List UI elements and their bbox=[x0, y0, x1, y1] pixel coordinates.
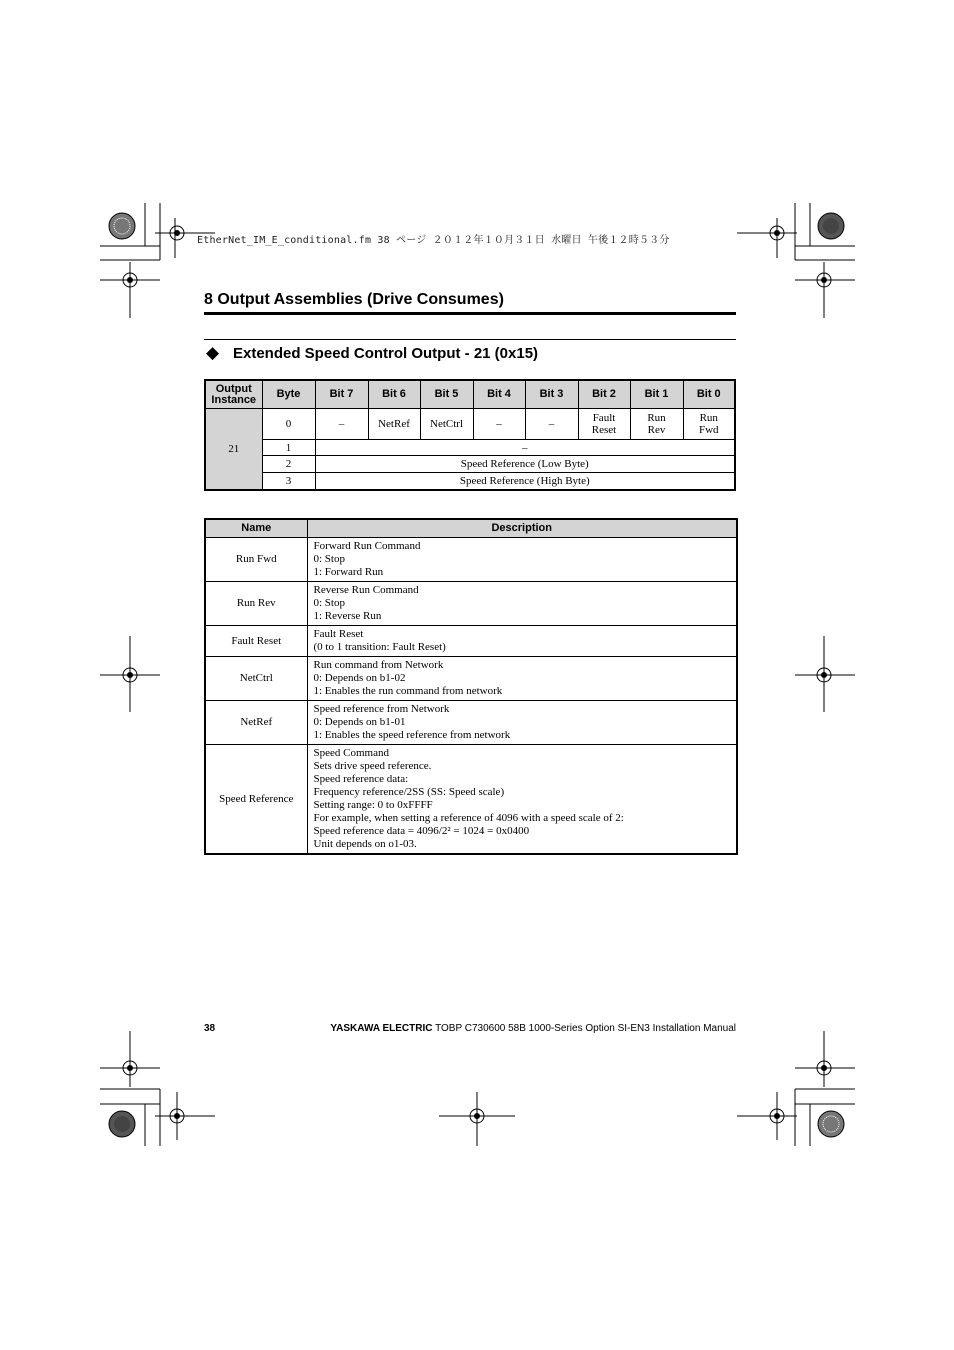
footer-brand: YASKAWA ELECTRIC bbox=[330, 1023, 433, 1034]
span-cell: Speed Reference (Low Byte) bbox=[315, 456, 735, 473]
description-line: Speed reference data: bbox=[313, 773, 409, 785]
name-cell: NetRef bbox=[205, 701, 307, 745]
column-header: Bit 0 bbox=[683, 380, 735, 409]
description-line: Fault Reset bbox=[313, 628, 364, 640]
description-line: 0: Depends on b1-01 bbox=[313, 716, 406, 728]
description-cell bbox=[307, 538, 737, 582]
column-header: Description bbox=[307, 519, 737, 538]
table-row bbox=[205, 745, 737, 855]
bit-cell: Run Fwd bbox=[683, 409, 735, 440]
column-header: Bit 3 bbox=[525, 380, 578, 409]
name-cell: NetCtrl bbox=[205, 657, 307, 701]
table-row bbox=[205, 456, 735, 473]
column-header: Bit 5 bbox=[420, 380, 473, 409]
name-cell: Fault Reset bbox=[205, 626, 307, 657]
description-cell bbox=[307, 582, 737, 626]
instance-cell: 21 bbox=[205, 409, 262, 490]
table-row bbox=[205, 538, 737, 582]
description-line: 0: Depends on b1-02 bbox=[313, 672, 406, 684]
name-cell: Speed Reference bbox=[205, 745, 307, 855]
subsection-heading bbox=[206, 343, 538, 363]
table-row bbox=[205, 409, 735, 440]
bit-cell: Fault Reset bbox=[578, 409, 630, 440]
name-cell: Run Fwd bbox=[205, 538, 307, 582]
description-line: Speed reference from Network bbox=[313, 703, 450, 715]
description-line: Reverse Run Command bbox=[313, 584, 419, 596]
column-header: Bit 6 bbox=[368, 380, 420, 409]
bit-cell: – bbox=[525, 409, 578, 440]
table-header-row bbox=[205, 380, 735, 409]
description-table bbox=[204, 518, 738, 855]
description-line: (0 to 1 transition: Fault Reset) bbox=[313, 641, 446, 653]
byte-cell: 0 bbox=[262, 409, 315, 440]
byte-cell: 2 bbox=[262, 456, 315, 473]
description-cell bbox=[307, 626, 737, 657]
column-header: Output Instance bbox=[205, 380, 262, 409]
description-line: Speed Command bbox=[313, 747, 389, 759]
description-line: 1: Reverse Run bbox=[313, 610, 382, 622]
byte-cell: 3 bbox=[262, 473, 315, 490]
description-line: Speed reference data = 4096/2² = 1024 = 0x0400 bbox=[313, 825, 530, 837]
description-line: 1: Forward Run bbox=[313, 566, 384, 578]
table-row bbox=[205, 473, 735, 490]
bit-layout-table bbox=[204, 379, 736, 491]
section-rule bbox=[204, 312, 736, 315]
description-line: Frequency reference/2SS (SS: Speed scale) bbox=[313, 786, 505, 798]
source-file-stamp: EtherNet_IM_E_conditional.fm 38 ページ ２０１２年１０月３１日 水曜日 午後１２時５３分 bbox=[197, 235, 670, 246]
description-line: Forward Run Command bbox=[313, 540, 421, 552]
footer-manual: TOBP C730600 58B 1000-Series Option SI-EN3 Installation Manual bbox=[435, 1023, 736, 1034]
table-row bbox=[205, 626, 737, 657]
description-line: Sets drive speed reference. bbox=[313, 760, 432, 772]
table-row bbox=[205, 582, 737, 626]
description-line: Setting range: 0 to 0xFFFF bbox=[313, 799, 433, 811]
page-number: 38 bbox=[204, 1023, 216, 1034]
description-cell bbox=[307, 745, 737, 855]
description-line: 1: Enables the speed reference from network bbox=[313, 729, 511, 741]
bit-cell: NetRef bbox=[368, 409, 420, 440]
span-cell: – bbox=[315, 440, 735, 456]
description-line: Run command from Network bbox=[313, 659, 444, 671]
description-line: 0: Stop bbox=[313, 597, 345, 609]
bit-cell: – bbox=[315, 409, 368, 440]
description-line: Unit depends on o1-03. bbox=[313, 838, 417, 850]
column-header: Byte bbox=[262, 380, 315, 409]
span-cell: Speed Reference (High Byte) bbox=[315, 473, 735, 490]
footer-manual-title bbox=[330, 1023, 736, 1034]
name-cell: Run Rev bbox=[205, 582, 307, 626]
subsection-title: Extended Speed Control Output - 21 (0x15) bbox=[233, 344, 539, 362]
table-row bbox=[205, 701, 737, 745]
diamond-bullet-icon: ◆ bbox=[206, 343, 220, 363]
description-cell bbox=[307, 657, 737, 701]
section-title: 8 Output Assemblies (Drive Consumes) bbox=[204, 291, 504, 308]
column-header: Name bbox=[205, 519, 307, 538]
byte-cell: 1 bbox=[262, 440, 315, 456]
description-line: For example, when setting a reference of 4096 with a speed scale of 2: bbox=[313, 812, 624, 824]
column-header: Bit 1 bbox=[630, 380, 683, 409]
column-header: Bit 7 bbox=[315, 380, 368, 409]
bit-cell: NetCtrl bbox=[420, 409, 473, 440]
description-cell bbox=[307, 701, 737, 745]
description-line: 1: Enables the run command from network bbox=[313, 685, 503, 697]
description-line: 0: Stop bbox=[313, 553, 345, 565]
column-header: Bit 2 bbox=[578, 380, 630, 409]
subsection-rule bbox=[204, 339, 736, 340]
bit-cell: Run Rev bbox=[630, 409, 683, 440]
table-row bbox=[205, 440, 735, 456]
bit-cell: – bbox=[473, 409, 525, 440]
table-header-row bbox=[205, 519, 737, 538]
table-row bbox=[205, 657, 737, 701]
column-header: Bit 4 bbox=[473, 380, 525, 409]
